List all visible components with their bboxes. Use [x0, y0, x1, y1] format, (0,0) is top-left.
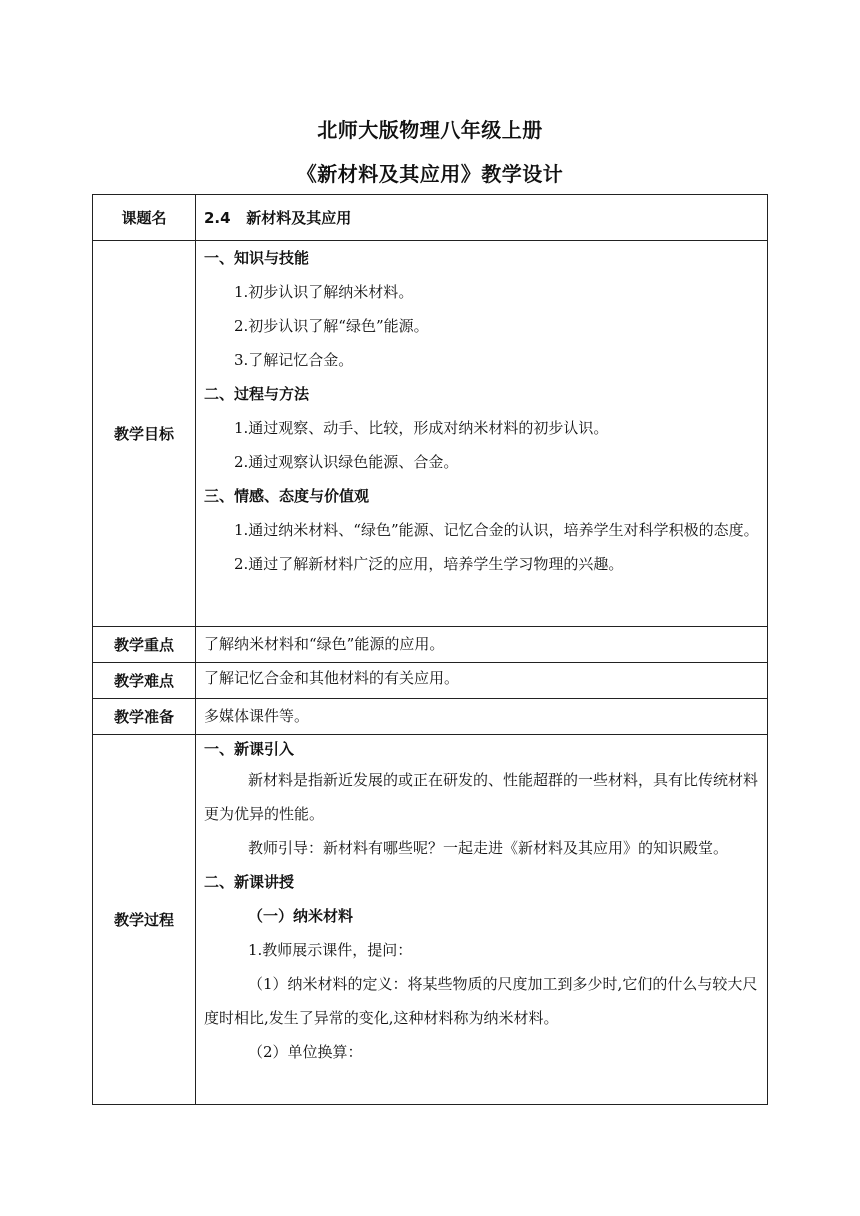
row-label-key: 教学重点	[93, 627, 196, 663]
goals-item: 1.初步认识了解纳米材料。	[234, 283, 414, 301]
process-paragraph: 教师引导：新材料有哪些呢？一起走进《新材料及其应用》的知识殿堂。	[248, 839, 729, 857]
lesson-plan-table	[92, 194, 768, 1105]
goals-item: 1.通过纳米材料、“绿色”能源、记忆合金的认识，培养学生对科学积极的态度。	[234, 521, 759, 539]
topic-value: 2.4 新材料及其应用	[204, 208, 352, 227]
table-row-goals	[93, 241, 768, 627]
goals-item: 1.通过观察、动手、比较，形成对纳米材料的初步认识。	[234, 419, 609, 437]
row-value-process	[196, 735, 768, 1105]
row-value-key: 了解纳米材料和“绿色”能源的应用。	[196, 627, 768, 663]
goals-heading-2: 二、过程与方法	[204, 385, 310, 403]
row-value-difficulty: 了解记忆合金和其他材料的有关应用。	[196, 663, 768, 699]
table-row-prep	[93, 699, 768, 735]
process-heading-1: 一、新课引入	[204, 740, 295, 758]
goals-item: 2.初步认识了解“绿色”能源。	[234, 317, 429, 335]
goals-heading-1: 一、知识与技能	[204, 249, 310, 267]
row-label-prep: 教学准备	[93, 699, 196, 735]
table-row-key	[93, 627, 768, 663]
row-label-process: 教学过程	[93, 735, 196, 1105]
process-paragraph: （1）纳米材料的定义：将某些物质的尺度加工到多少时,它们的什么与较大尺度时相比,发生了异常的变化,这种材料称为纳米材料。	[204, 975, 758, 1027]
process-heading-2: 二、新课讲授	[204, 873, 295, 891]
process-paragraph: （2）单位换算：	[248, 1043, 363, 1061]
process-paragraph: 新材料是指新近发展的或正在研发的、性能超群的一些材料，具有比传统材料更为优异的性能。	[204, 771, 759, 823]
row-value-prep: 多媒体课件等。	[196, 699, 768, 735]
table-row-process	[93, 735, 768, 1105]
row-label-topic: 课题名	[93, 195, 196, 241]
table-row-topic	[93, 195, 768, 241]
document-subtitle: 《新材料及其应用》教学设计	[296, 162, 564, 186]
process-paragraph: 1.教师展示课件，提问：	[248, 941, 413, 959]
row-value-goals	[196, 241, 768, 627]
process-subheading: （一）纳米材料	[248, 907, 354, 925]
row-label-difficulty: 教学难点	[93, 663, 196, 699]
goals-item: 2.通过观察认识绿色能源、合金。	[234, 453, 459, 471]
goals-item: 3.了解记忆合金。	[234, 351, 354, 369]
row-value-topic	[196, 195, 768, 241]
goals-item: 2.通过了解新材料广泛的应用，培养学生学习物理的兴趣。	[234, 555, 624, 573]
row-label-goals: 教学目标	[93, 241, 196, 627]
table-row-difficulty	[93, 663, 768, 699]
goals-heading-3: 三、情感、态度与价值观	[204, 487, 370, 505]
document-title: 北师大版物理八年级上册	[317, 118, 543, 142]
